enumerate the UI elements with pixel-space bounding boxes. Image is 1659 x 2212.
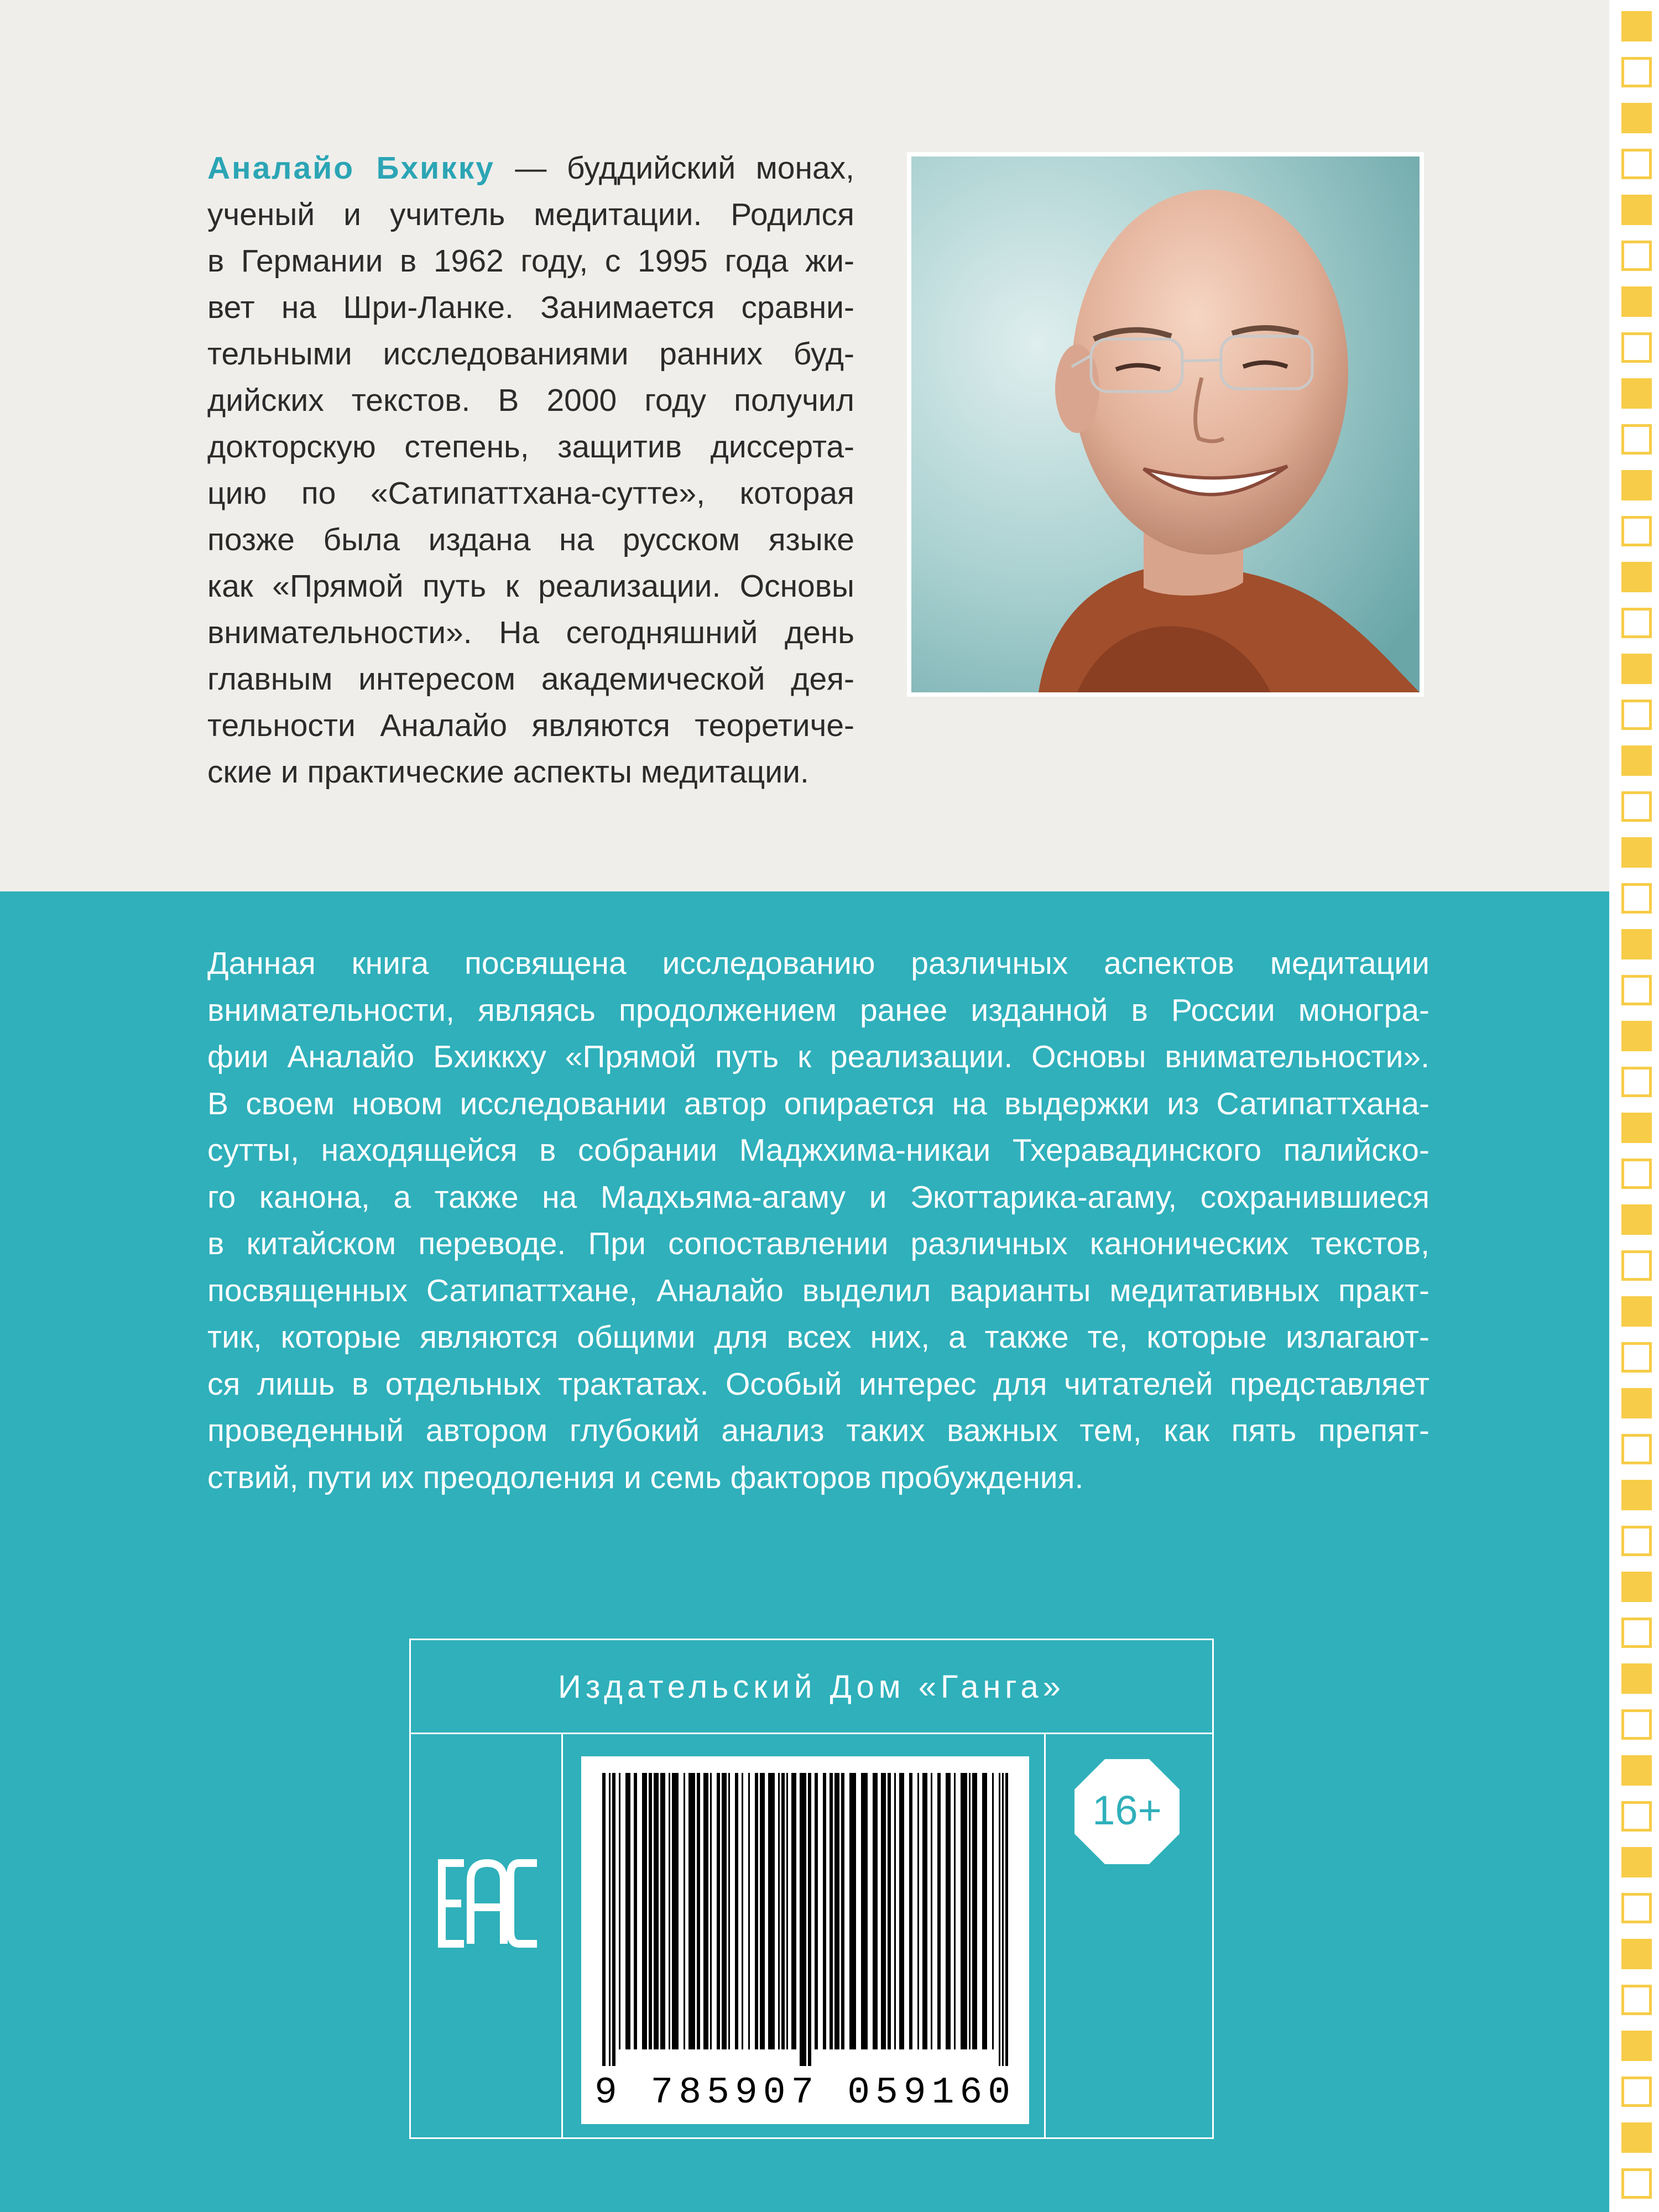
barcode-bar [834, 1773, 839, 2049]
strip-square [1621, 332, 1652, 363]
barcode-bar [972, 1773, 977, 2049]
barcode-bar [800, 1773, 806, 2066]
barcode-bar [660, 1773, 665, 2049]
barcode-bar [778, 1773, 780, 2049]
barcode-bar [717, 1773, 720, 2049]
barcode-bar [609, 1773, 611, 2066]
barcode-bar [982, 1773, 987, 2049]
description-line: ствий, пути их преодоления и семь факторов пробуждения. [207, 1459, 1084, 1495]
barcode-bar [917, 1773, 919, 2049]
barcode-bar [830, 1773, 833, 2049]
barcode-bar [1005, 1773, 1008, 2066]
barcode-bar [992, 1773, 994, 2049]
barcode-bar [625, 1773, 630, 2049]
strip-square [1621, 1021, 1652, 1051]
barcode-bar [634, 1773, 637, 2049]
barcode-bar [684, 1773, 685, 2049]
barcode-bar [969, 1773, 971, 2049]
description-line: посвященных Сатипаттхане, Аналайо выделил варианты медитативных практ- [207, 1272, 1430, 1308]
bio-line: в Германии в 1962 году, с 1995 года жи- [207, 243, 854, 279]
barcode-bar [649, 1773, 652, 2049]
barcode-bar [849, 1773, 856, 2049]
decorative-square-strip [1609, 0, 1659, 2212]
barcode-cell [565, 1734, 1046, 2139]
barcode-bar [1002, 1773, 1004, 2066]
strip-square [1621, 1572, 1652, 1602]
bio-line: тельными исследованиями ранних буд- [207, 336, 854, 372]
barcode-bar [999, 1773, 1000, 2066]
barcode-bar [742, 1773, 743, 2049]
barcode-bar [728, 1773, 730, 2049]
strip-square [1621, 2077, 1652, 2107]
strip-square [1621, 1939, 1652, 1969]
barcode-bar [748, 1773, 750, 2049]
description-line: Данная книга посвящена исследованию различных аспектов медитации [207, 946, 1430, 981]
barcode-bar [760, 1773, 765, 2049]
author-photo [907, 152, 1424, 697]
eac-cell [411, 1734, 563, 2139]
strip-square [1621, 1159, 1652, 1189]
strip-square [1621, 470, 1652, 500]
strip-square [1621, 1801, 1652, 1832]
barcode-bar [654, 1773, 659, 2049]
publisher-name: Издательский Дом «Ганга» [411, 1640, 1212, 1734]
strip-square [1621, 745, 1652, 776]
strip-square [1621, 241, 1652, 271]
age-rating-label: 16+ [1092, 1787, 1162, 1833]
description-line: проведенный автором глубокий анализ таких важных тем, как пять препят- [207, 1413, 1430, 1448]
barcode-bar [688, 1773, 695, 2049]
strip-square [1621, 424, 1652, 455]
barcode-bar [642, 1773, 647, 2049]
barcode-bar [815, 1773, 818, 2049]
barcode-bar [602, 1773, 606, 2066]
barcode-bar [922, 1773, 927, 2049]
strip-square [1621, 1204, 1652, 1235]
strip-square [1621, 929, 1652, 959]
strip-square [1621, 654, 1652, 684]
isbn-number: 9 785907 059160 [594, 2072, 1016, 2114]
author-bio [207, 145, 854, 795]
strip-square [1621, 1663, 1652, 1694]
description-line: го канона, а также на Мадхьяма-агаму и Экоттарика-агаму, сохранившиеся [207, 1179, 1430, 1215]
bio-line: докторскую степень, защитив диссерта- [207, 429, 854, 465]
strip-square [1621, 286, 1652, 317]
strip-square [1621, 837, 1652, 868]
bio-line: ученый и учитель медитации. Родился [207, 197, 854, 232]
strip-square [1621, 562, 1652, 592]
strip-square [1621, 516, 1652, 546]
strip-square [1621, 378, 1652, 409]
barcode-bar [791, 1773, 796, 2049]
barcode-bar [899, 1773, 904, 2049]
strip-square [1621, 103, 1652, 133]
strip-square [1621, 2122, 1652, 2153]
barcode-bar [909, 1773, 912, 2049]
bio-line: дийских текстов. В 2000 году получил [207, 383, 854, 418]
strip-square [1621, 2168, 1652, 2199]
strip-square [1621, 1985, 1652, 2015]
strip-square [1621, 1296, 1652, 1327]
strip-square [1621, 1618, 1652, 1648]
barcode-bar [722, 1773, 727, 2049]
bio-line: главным интересом академической дея- [207, 661, 854, 697]
bio-line: Аналайо Бхикку — буддийский монах, [207, 150, 854, 186]
barcode-bar [768, 1773, 775, 2049]
author-name: Аналайо Бхикку [207, 150, 495, 186]
barcode-bar [931, 1773, 932, 2049]
strip-square [1621, 975, 1652, 1005]
barcode-bar [873, 1773, 878, 2049]
strip-square [1621, 149, 1652, 179]
barcode-bar [612, 1773, 615, 2066]
author-portrait-illustration [911, 156, 1420, 692]
strip-square [1621, 700, 1652, 730]
bio-line: ские и практические аспекты медитации. [207, 754, 809, 790]
barcode-bar [954, 1773, 956, 2049]
barcode-bar [786, 1773, 788, 2049]
barcode-bar [703, 1773, 708, 2049]
book-description [207, 940, 1430, 1501]
strip-square [1621, 1250, 1652, 1281]
description-line: в китайском переводе. При сопоставлении различных канонических текстов, [207, 1226, 1430, 1261]
strip-square [1621, 11, 1652, 41]
strip-square [1621, 1113, 1652, 1143]
barcode-bars [598, 1773, 1013, 2066]
barcode-bar [619, 1773, 620, 2049]
bio-line: тельности Аналайо являются теоретиче- [207, 708, 854, 743]
bio-line: как «Прямой путь к реализации. Основы [207, 568, 854, 604]
strip-square [1621, 1709, 1652, 1740]
barcode-bar [841, 1773, 844, 2049]
strip-square [1621, 1067, 1652, 1097]
description-line: фии Аналайо Бхиккху «Прямой путь к реализации. Основы внимательности». [207, 1039, 1430, 1074]
strip-square [1621, 57, 1652, 87]
description-line: тик, которые являются общими для всех них, а также те, которые излагают- [207, 1319, 1430, 1355]
strip-square [1621, 791, 1652, 822]
barcode-bar [808, 1773, 811, 2066]
isbn-barcode [581, 1756, 1029, 2124]
description-line: внимательности, являясь продолжением ранее изданной в России моногра- [207, 992, 1430, 1028]
bio-line: позже была издана на русском языке [207, 522, 854, 557]
author-panel [0, 0, 1609, 891]
barcode-bar [861, 1773, 868, 2049]
strip-square [1621, 608, 1652, 638]
strip-square [1621, 883, 1652, 914]
barcode-bar [888, 1773, 891, 2049]
strip-square [1621, 2031, 1652, 2061]
barcode-bar [894, 1773, 896, 2049]
strip-square [1621, 195, 1652, 225]
age-rating-badge [1072, 1756, 1182, 1867]
strip-square [1621, 1847, 1652, 1877]
strip-square [1621, 1434, 1652, 1464]
barcode-bar [672, 1773, 679, 2049]
strip-square [1621, 1526, 1652, 1556]
description-line: В своем новом исследовании автор опирается на выдержки из Сатипаттхана- [207, 1086, 1430, 1121]
barcode-bar [755, 1773, 758, 2049]
strip-square [1621, 1388, 1652, 1418]
barcode-bar [961, 1773, 967, 2049]
barcode-bar [823, 1773, 826, 2049]
strip-square [1621, 1893, 1652, 1923]
description-line: ся лишь в отдельных трактатах. Особый интерес для читателей представляет [207, 1366, 1430, 1402]
barcode-bar [881, 1773, 886, 2049]
bio-line: внимательности». На сегодняшний день [207, 615, 854, 650]
barcode-bar [781, 1773, 785, 2049]
publisher-box [409, 1639, 1214, 2139]
bio-line: вет на Шри-Ланке. Занимается сравни- [207, 290, 854, 325]
strip-square [1621, 1755, 1652, 1786]
barcode-bar [669, 1773, 670, 2049]
eac-certification-icon [436, 1859, 541, 1948]
strip-square [1621, 1342, 1652, 1373]
barcode-bar [937, 1773, 941, 2049]
description-line: сутты, находящейся в собрании Маджхима-никаи Тхеравадинского палийско- [207, 1133, 1430, 1168]
barcode-bar [697, 1773, 700, 2049]
barcode-bar [710, 1773, 712, 2049]
bio-line: цию по «Сатипаттхана-сутте», которая [207, 476, 854, 511]
strip-square [1621, 1480, 1652, 1510]
barcode-bar [735, 1773, 738, 2049]
barcode-bar [946, 1773, 951, 2049]
